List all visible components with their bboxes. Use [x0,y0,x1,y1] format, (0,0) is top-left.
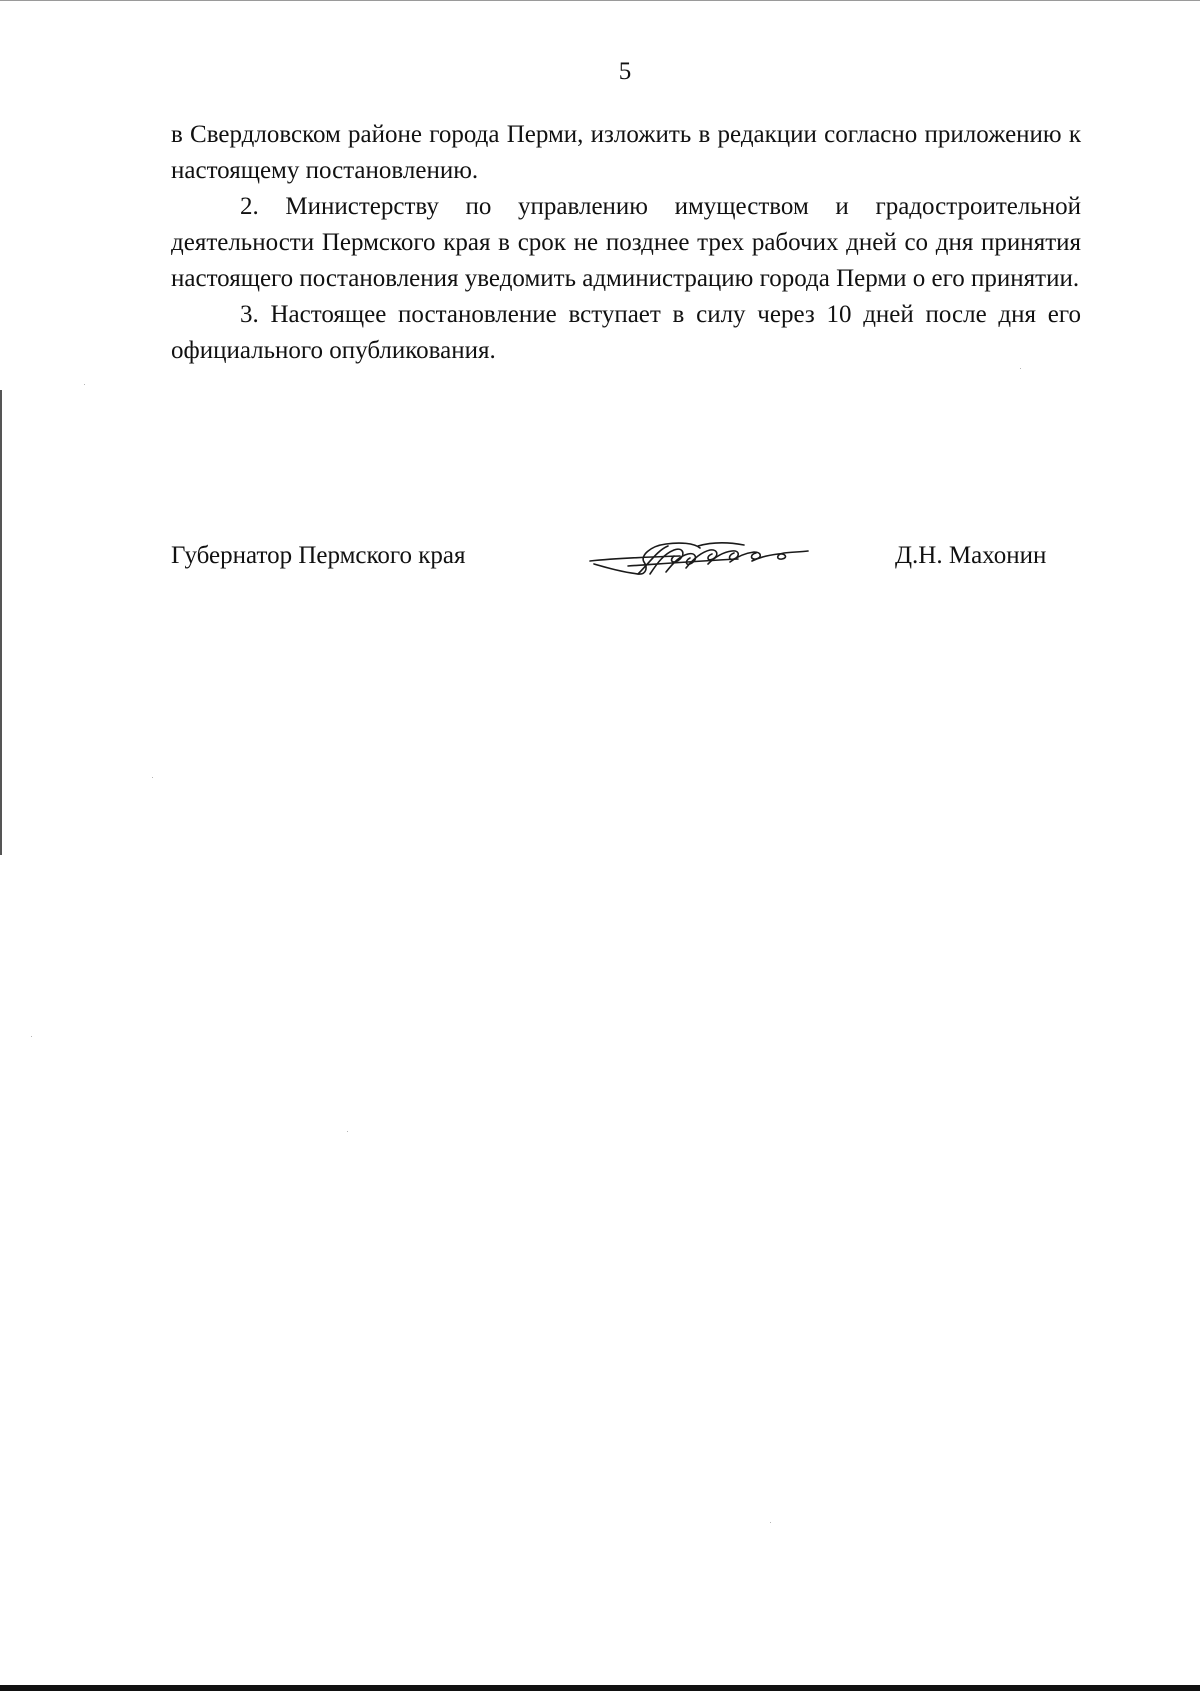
signer-position: Губернатор Пермского края [171,542,466,569]
page-number: 5 [618,58,632,85]
scan-speck [347,1131,348,1132]
scan-edge-bottom [0,1685,1200,1691]
handwritten-signature [588,528,810,588]
signer-name: Д.Н. Махонин [895,542,1047,569]
scan-speck [31,1036,32,1037]
scan-speck [1020,368,1021,369]
scan-edge-left [0,390,2,855]
scan-speck [152,777,153,778]
paragraph-item-3: 3. Настоящее постановление вступает в силу через 10 дней после дня его официального опубликования. [171,301,1081,364]
signature-block [0,536,1200,596]
scan-speck [770,1522,771,1523]
scan-edge-top [0,0,1200,1]
document-body [171,117,1081,369]
scan-speck [84,384,85,385]
paragraph-item-2: 2. Министерству по управлению имуществом и градостроительной деятельности Пермского края в срок не позднее трех рабочих дней со дня принятия настоящего постановления уведомить администрацию города Перми о его принятии. [171,193,1081,292]
paragraph-continuation: в Свердловском районе города Перми, изложить в редакции согласно приложению к настоящему постановлению. [171,121,1081,184]
